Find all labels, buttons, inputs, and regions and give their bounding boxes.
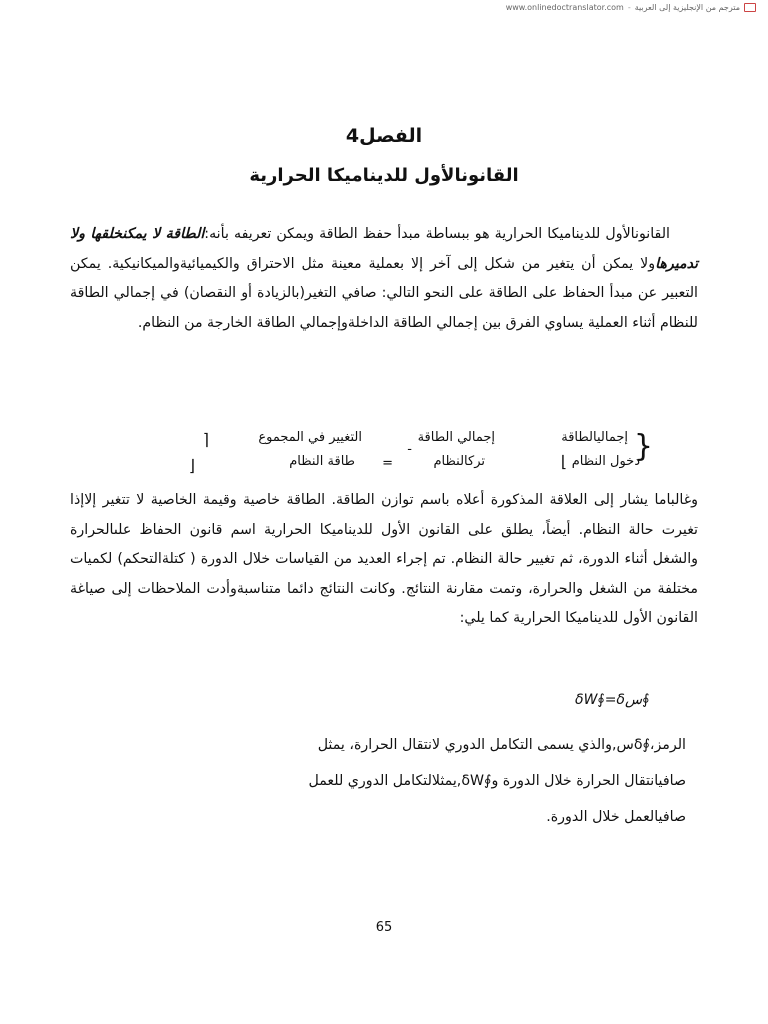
eq-minus: - (407, 442, 412, 457)
emphasis-text: الطاقة لا يمكنخلقها ولا تدميرها (70, 226, 698, 272)
eq-bracket-left: ⌈ (202, 430, 209, 449)
eq-equals: = (382, 456, 393, 471)
banner-separator: - (627, 2, 631, 12)
chapter-title: القانونالأول للديناميكا الحرارية (249, 165, 519, 186)
balance-paragraph (70, 486, 698, 634)
explanation-line-2: صافيانتقال الحرارة خلال الدورة و∮δW,يمثلالتكامل الدوري للعمل (308, 773, 686, 789)
eq-term-total-in: إجماليالطاقة (561, 430, 628, 445)
eq-term-total-out: إجمالي الطاقة (417, 430, 495, 445)
eq-bracket: ⌋ (560, 452, 567, 471)
eq-bracket-right: { (633, 429, 653, 464)
intro-rest: ولا يمكن أن يتغير من شكل إلى آخر إلا بعملية معينة مثل الاحتراق والكيميائيةوالميكانيكية. يمكن التعبير عن مبدأ الحفاظ على الطاقة على النحو التالي: صافي التغير(بالزيادة أو النقصان) في إجمالي الطاقة للنظام أثناء العملية يساوي الفرق بين إجمالي الطاقة الداخلةوإجمالي الطاقة الخارجة من النظام. (70, 255, 698, 331)
banner-url[interactable]: www.onlinedoctranslator.com (505, 2, 624, 12)
intro-text: القانونالأول للديناميكا الحرارية هو ببساطة مبدأ حفظ الطاقة ويمكن تعريفه بأنه: (204, 226, 670, 242)
balance-text: وغالباما يشار إلى العلاقة المذكورة أعلاه باسم توازن الطاقة. الطاقة خاصية وقيمة الخاصية لا تتغير إلاإذا تغيرت حالة النظام. أيضاً، يطلق على القانون الأول للديناميكا الحرارية اسم قانون الحفاظ علىالحرارة والشغل أثناء الدورة، ثم تغيير حالة النظام. تم إجراء العديد من القياسات خلال الدورة ( كتلةالتحكم) لكميات مختلفة من الشغل والحرارة، وتمت مقارنة النتائج. وكانت النتائج دائما متناسبةوأدت الملاحظات إلى صياغة القانون الأول للديناميكا الحرارية كما يلي: (70, 492, 698, 626)
page-number: 65 (375, 920, 393, 935)
eq-term-leave-system: تركالنظام (433, 454, 485, 469)
banner-label: مترجم من الإنجليزية إلى العربية (634, 2, 740, 12)
chapter-heading: الفصل4 (345, 125, 423, 147)
page-body (70, 125, 698, 338)
translate-icon (744, 3, 756, 12)
explanation-line-3: صافيالعمل خلال الدورة. (546, 809, 686, 825)
translator-banner[interactable] (506, 0, 756, 14)
eq-term-enter-system: دخول النظام (571, 454, 640, 469)
eq-term-change-total: التغيير في المجموع (258, 430, 362, 445)
first-law-formula: δW∮=δس∮ (575, 692, 650, 708)
intro-paragraph (70, 220, 698, 338)
eq-bracket-far-left: ⌊ (188, 456, 195, 475)
energy-balance-equation (185, 430, 655, 482)
explanation-line-1: الرمز،∮δس,والذي يسمى التكامل الدوري لانتقال الحرارة، يمثل (317, 737, 686, 753)
eq-term-system-energy: طاقة النظام (289, 454, 355, 469)
symbol-explanation (70, 727, 698, 835)
